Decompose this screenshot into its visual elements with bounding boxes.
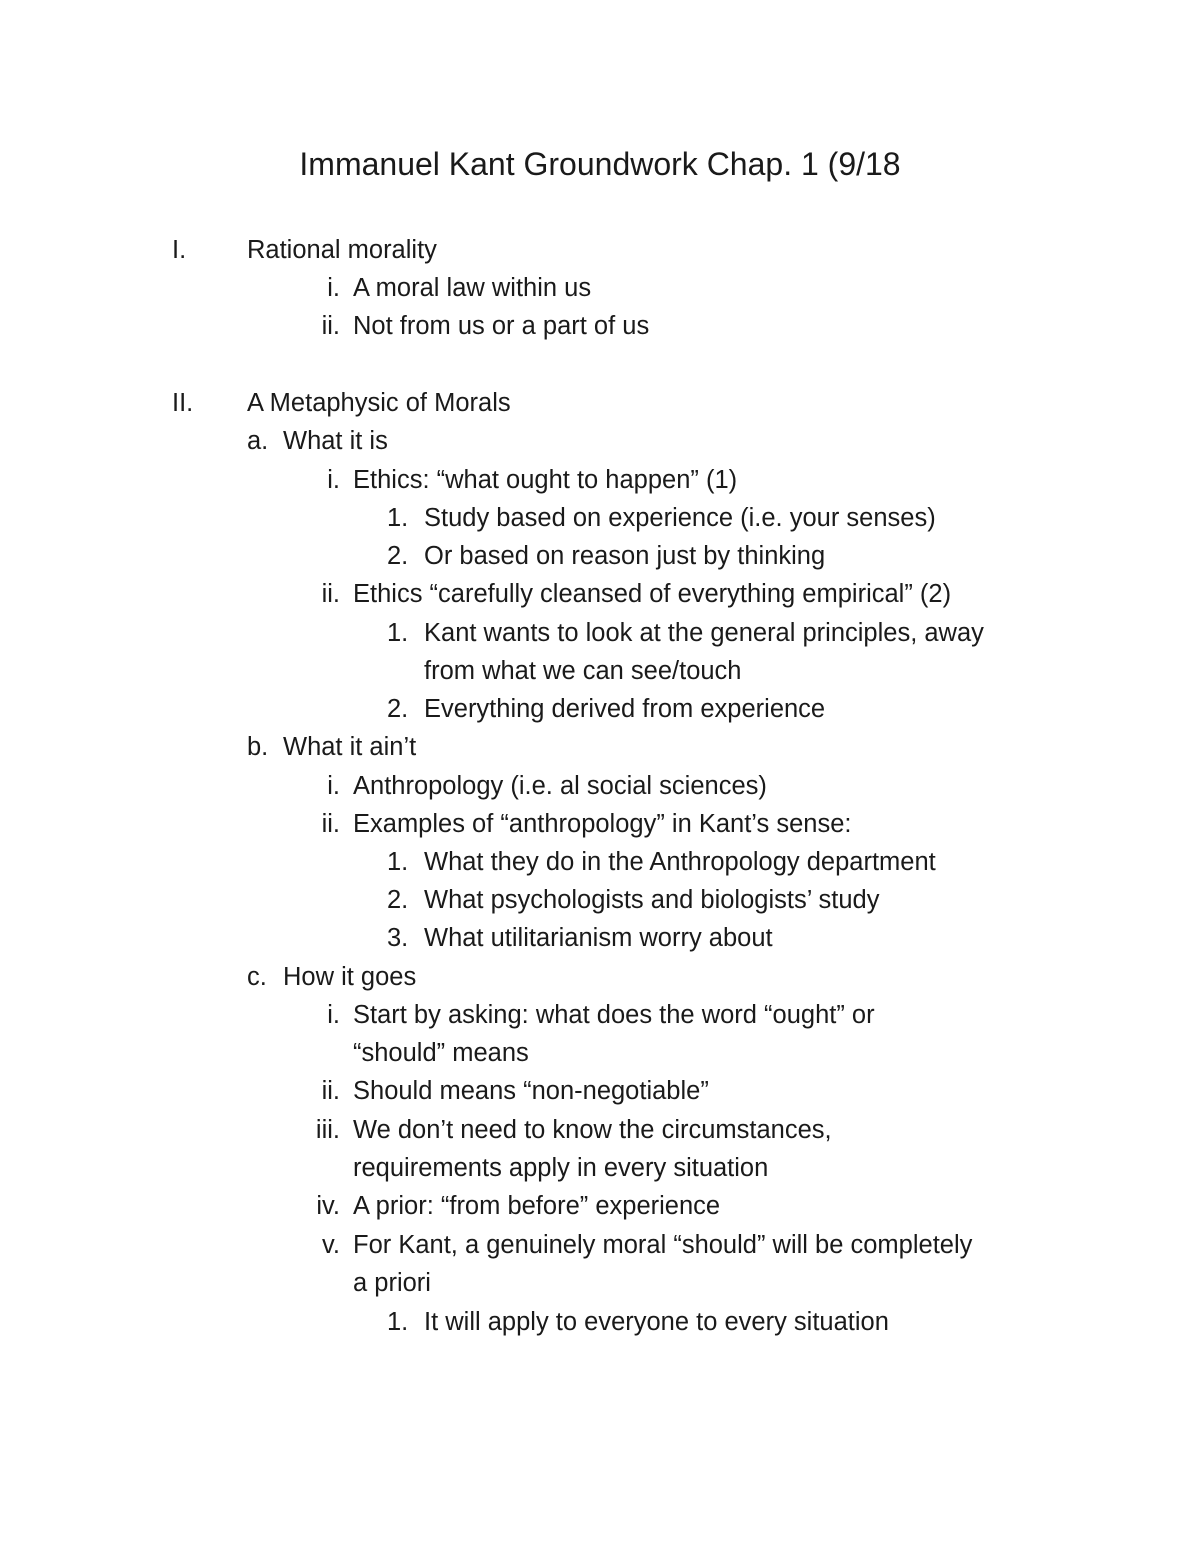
outline-text: How it goes <box>283 963 417 991</box>
outline-marker: iii. <box>315 1116 340 1144</box>
outline-text: Kant wants to look at the general principles, away <box>424 619 984 647</box>
outline-text: A Metaphysic of Morals <box>247 389 511 417</box>
outline-text: Ethics: “what ought to happen” (1) <box>353 466 738 494</box>
outline-text: A prior: “from before” experience <box>353 1192 721 1220</box>
outline-marker: v. <box>322 1231 340 1259</box>
outline-marker: i. <box>327 772 340 800</box>
outline-text: Everything derived from experience <box>424 695 826 723</box>
outline-text: Start by asking: what does the word “ought” or <box>353 1001 875 1029</box>
outline-marker: 2. <box>387 542 409 570</box>
outline-text: Should means “non-negotiable” <box>353 1077 709 1105</box>
outline-text: Ethics “carefully cleansed of everything empirical” (2) <box>353 580 952 608</box>
page-title: Immanuel Kant Groundwork Chap. 1 (9/18 <box>299 146 901 182</box>
outline-marker: 1. <box>387 619 409 647</box>
outline-marker: iv. <box>316 1192 340 1220</box>
outline-text: For Kant, a genuinely moral “should” will be completely <box>353 1231 973 1259</box>
outline-text: What it ain’t <box>283 733 417 761</box>
outline-marker: i. <box>327 466 340 494</box>
outline-marker: ii. <box>321 312 340 340</box>
outline-text: A moral law within us <box>353 274 592 302</box>
outline-text: What it is <box>283 427 388 455</box>
outline-marker: I. <box>172 236 187 264</box>
outline-text: We don’t need to know the circumstances, <box>353 1116 832 1144</box>
outline-text: requirements apply in every situation <box>353 1154 769 1182</box>
outline-marker: a. <box>247 427 269 455</box>
outline-text: Examples of “anthropology” in Kant’s sense: <box>353 810 852 838</box>
outline-marker: II. <box>172 389 194 417</box>
outline-text: “should” means <box>353 1039 529 1067</box>
outline-marker: 3. <box>387 924 409 952</box>
outline-marker: i. <box>327 274 340 302</box>
outline-marker: ii. <box>321 580 340 608</box>
outline-text: What psychologists and biologists’ study <box>424 886 880 914</box>
outline-text: a priori <box>353 1269 431 1297</box>
outline-text: What utilitarianism worry about <box>424 924 773 952</box>
outline-marker: 2. <box>387 886 409 914</box>
outline-marker: 1. <box>387 1308 409 1336</box>
outline-marker: i. <box>327 1001 340 1029</box>
outline-text: Rational morality <box>247 236 437 264</box>
outline-text: It will apply to everyone to every situation <box>424 1308 889 1336</box>
outline-marker: 1. <box>387 504 409 532</box>
outline-marker: ii. <box>321 1077 340 1105</box>
outline-marker: b. <box>247 733 269 761</box>
outline-marker: ii. <box>321 810 340 838</box>
outline-text: Or based on reason just by thinking <box>424 542 826 570</box>
outline-text: Anthropology (i.e. al social sciences) <box>353 772 767 800</box>
outline-text: Not from us or a part of us <box>353 312 650 340</box>
outline-marker: 1. <box>387 848 409 876</box>
outline-marker: c. <box>247 963 267 991</box>
outline-text: What they do in the Anthropology department <box>424 848 936 876</box>
outline-text: Study based on experience (i.e. your senses) <box>424 504 936 532</box>
outline-text: from what we can see/touch <box>424 657 742 685</box>
outline-marker: 2. <box>387 695 409 723</box>
